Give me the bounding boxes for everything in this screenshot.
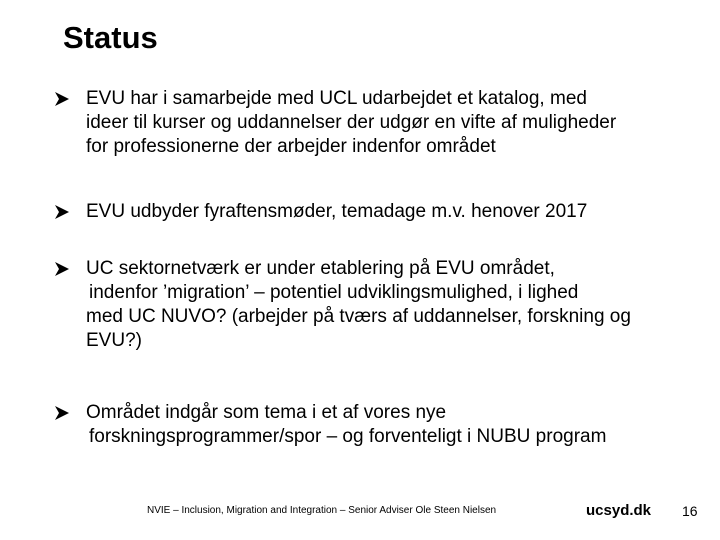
slide-title: Status	[63, 20, 158, 55]
ucsyd-logo: ucsyd.dk	[586, 502, 652, 519]
bullet-line: indenfor ’migration’ – potentiel udviklingsmulighed, i lighed	[89, 282, 579, 303]
bullet-item	[53, 257, 693, 353]
bullet-line: UC sektornetværk er under etablering på EVU området,	[86, 258, 555, 279]
bullet-item	[53, 401, 693, 449]
bullet-item	[53, 87, 693, 159]
bullet-line: EVU udbyder fyraftensmøder, temadage m.v. henover 2017	[86, 201, 588, 222]
arrow-bullet-icon	[53, 260, 71, 278]
bullet-line: Området indgår som tema i et af vores nye	[86, 402, 447, 423]
bullet-line: ideer til kurser og uddannelser der udgør en vifte af muligheder	[86, 112, 617, 133]
bullet-line: med UC NUVO? (arbejder på tværs af uddannelser, forskning og	[86, 306, 631, 327]
arrow-bullet-icon	[53, 90, 71, 108]
bullet-line: for professionerne der arbejder indenfor området	[86, 136, 496, 157]
bullet-item	[53, 200, 693, 224]
page-number: 16	[682, 503, 698, 519]
bullet-line: EVU?)	[86, 330, 142, 351]
arrow-bullet-icon	[53, 404, 71, 422]
bullet-line: forskningsprogrammer/spor – og forventeligt i NUBU program	[89, 426, 607, 447]
bullet-line: EVU har i samarbejde med UCL udarbejdet et katalog, med	[86, 88, 587, 109]
arrow-bullet-icon	[53, 203, 71, 221]
footer-text: NVIE – Inclusion, Migration and Integration – Senior Adviser Ole Steen Nielsen	[147, 505, 497, 516]
